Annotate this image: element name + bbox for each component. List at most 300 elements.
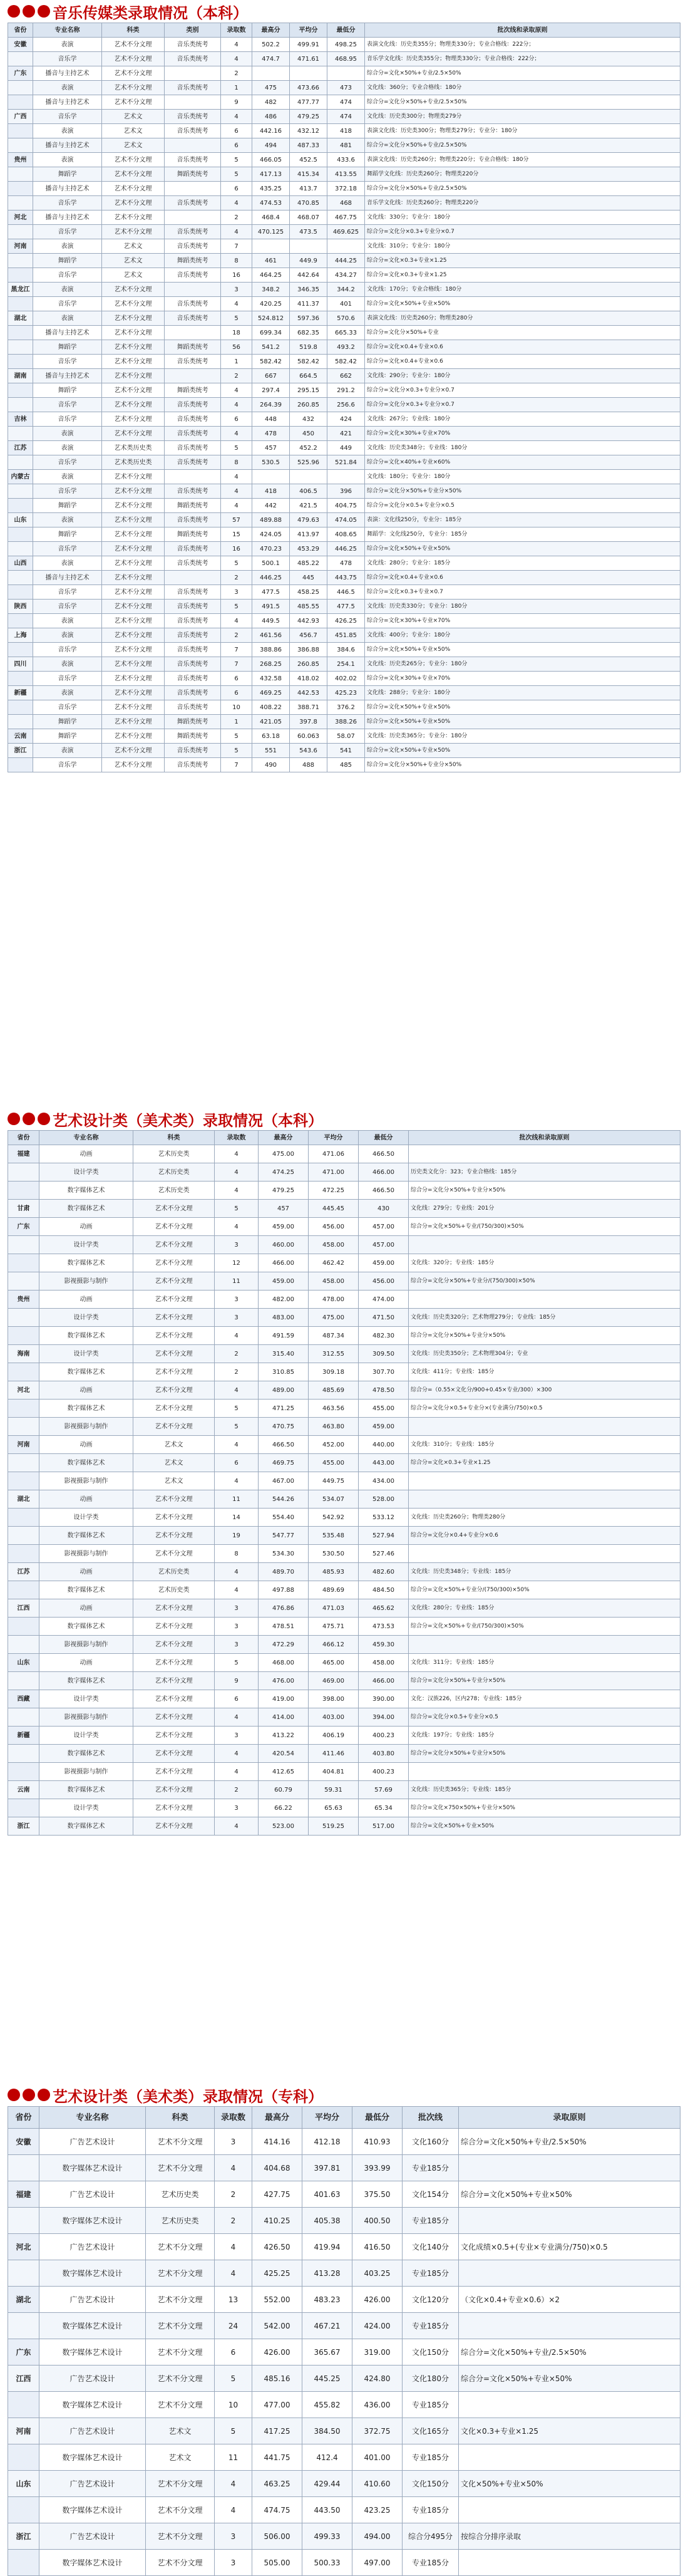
table-cell: 艺术不分文理: [102, 311, 165, 326]
table-cell: 463.56: [309, 1400, 359, 1418]
table-cell: 425.25: [252, 2260, 302, 2287]
table-cell: 动画: [39, 1436, 133, 1454]
table-cell: 文化120分: [403, 2287, 459, 2313]
table-cell: 音乐学: [33, 585, 102, 600]
table-cell: 艺术不分文理: [102, 585, 165, 600]
table-cell: 16: [221, 268, 252, 283]
table-cell: 466.50: [259, 1436, 309, 1454]
table-cell: 文化线：历史类300分；物理类279分: [365, 110, 680, 124]
table-cell: 综合分=文化分×50%+专业分/(750/300)×50%: [409, 1272, 680, 1291]
table-cell: 268.25: [252, 657, 290, 672]
table-cell: [165, 138, 221, 153]
table-cell: 6: [215, 1454, 259, 1472]
table-cell: 421.5: [290, 499, 327, 513]
table-cell: 451.85: [327, 628, 365, 643]
table-cell: 401.63: [302, 2181, 352, 2208]
table-cell: 艺术不分文理: [133, 1345, 215, 1363]
table-cell: 469.625: [327, 225, 365, 239]
table-cell: 9: [221, 95, 252, 110]
table-cell: 4: [215, 1163, 259, 1182]
table-cell: 设计学类: [39, 1163, 133, 1182]
table-row: [8, 340, 680, 355]
table-cell: 艺术不分文理: [133, 1200, 215, 1218]
table-row: [8, 441, 680, 455]
table-cell: [165, 283, 221, 297]
table-cell: 6: [221, 124, 252, 138]
table-cell: 播音与主持艺术: [33, 66, 102, 81]
table-cell: 音乐类统考: [165, 110, 221, 124]
table-cell: 414.00: [259, 1708, 309, 1727]
table-cell: 7: [221, 643, 252, 657]
table-cell: 表演文化线：历史类260分；物理类280分: [365, 311, 680, 326]
table-cell: 文化：汉族226，区内278；专业线：185分: [409, 1690, 680, 1708]
table-cell: 457.00: [359, 1218, 409, 1236]
table-cell: 影视摄影与制作: [39, 1472, 133, 1490]
province-cell: [8, 499, 33, 513]
column-header: 科类: [146, 2107, 215, 2129]
table-row: [8, 297, 680, 311]
table-cell: 表演文化线：历史类355分；物理类330分；专业合格线：222分；: [365, 38, 680, 52]
province-cell: [8, 1799, 39, 1817]
table-cell: 文化180分: [403, 2366, 459, 2392]
table-cell: 487.34: [309, 1327, 359, 1345]
table-cell: 388.71: [290, 700, 327, 715]
table-cell: 4: [221, 398, 252, 412]
table-cell: 483.00: [259, 1309, 309, 1327]
table-cell: 艺术不分文理: [102, 744, 165, 758]
table-cell: 设计学类: [39, 1345, 133, 1363]
province-cell: [8, 1509, 39, 1527]
table-cell: 442.16: [252, 124, 290, 138]
table-cell: 文化154分: [403, 2181, 459, 2208]
table-cell: 519.8: [290, 340, 327, 355]
table-cell: 7: [221, 758, 252, 772]
table-cell: 按综合分排序录取: [459, 2523, 680, 2550]
table-cell: 音乐类统考: [165, 398, 221, 412]
province-cell: [8, 542, 33, 556]
table-cell: [459, 2444, 680, 2471]
table-row: [8, 1763, 680, 1781]
table-row: [8, 1436, 680, 1454]
table-cell: 312.55: [309, 1345, 359, 1363]
province-cell: 甘肃: [8, 1200, 39, 1218]
table-cell: 综合分=文化分×0.5+专业分×0.5: [409, 1708, 680, 1727]
province-cell: [8, 484, 33, 499]
table-cell: 表演: [33, 153, 102, 167]
table-cell: 4: [215, 1763, 259, 1781]
table-cell: 65.63: [309, 1799, 359, 1817]
table-cell: 12: [215, 1254, 259, 1272]
art-design-junior-section: [8, 2084, 680, 2576]
table-cell: 综合分=（0.55×文化分/900+0.45×专业/300）×300: [409, 1381, 680, 1400]
table-cell: 音乐学: [33, 297, 102, 311]
province-cell: 西藏: [8, 1690, 39, 1708]
table-cell: 艺术不分文理: [102, 297, 165, 311]
table-cell: 音乐类统考: [165, 225, 221, 239]
table-cell: 597.36: [290, 311, 327, 326]
table-cell: 表演: [33, 628, 102, 643]
table-cell: 478: [327, 556, 365, 571]
table-cell: 442: [252, 499, 290, 513]
table-cell: 4: [221, 427, 252, 441]
table-row: [8, 455, 680, 470]
table-cell: 3: [215, 1636, 259, 1654]
table-row: [8, 2497, 680, 2523]
table-cell: 533.12: [359, 1509, 409, 1527]
table-cell: 艺术不分文理: [102, 729, 165, 744]
table-cell: 6: [221, 412, 252, 427]
table-cell: 376.2: [327, 700, 365, 715]
table-cell: 664.5: [290, 369, 327, 383]
table-cell: 471.50: [359, 1309, 409, 1327]
table-cell: 456.7: [290, 628, 327, 643]
province-cell: 湖北: [8, 2287, 39, 2313]
table-cell: 471.61: [290, 52, 327, 66]
table-cell: 375.50: [352, 2181, 403, 2208]
table-cell: 表演: [33, 441, 102, 455]
table-cell: 582.42: [252, 355, 290, 369]
province-cell: 湖北: [8, 1490, 39, 1509]
table-cell: 365.67: [302, 2339, 352, 2366]
table-cell: [459, 2550, 680, 2576]
table-cell: 1: [221, 355, 252, 369]
table-cell: 表演: [33, 556, 102, 571]
province-cell: 新疆: [8, 686, 33, 700]
province-cell: [8, 2550, 39, 2576]
header-row: [8, 2107, 680, 2129]
table-cell: 505.00: [252, 2550, 302, 2576]
table-cell: 舞蹈类统考: [165, 340, 221, 355]
table-cell: 音乐类统考: [165, 239, 221, 254]
table-cell: 488: [290, 758, 327, 772]
province-cell: 河北: [8, 1381, 39, 1400]
table-cell: 舞蹈学: [33, 499, 102, 513]
table-cell: 艺术不分文理: [102, 657, 165, 672]
music-admission-table: [8, 23, 680, 772]
table-cell: 542.00: [252, 2313, 302, 2339]
table-cell: 文化线：历史类320分；艺术物理279分；专业线：185分: [409, 1309, 680, 1327]
table-row: [8, 2129, 680, 2155]
table-cell: 3: [215, 1309, 259, 1327]
table-cell: 音乐类统考: [165, 657, 221, 672]
table-cell: 音乐类统考: [165, 484, 221, 499]
table-cell: 动画: [39, 1145, 133, 1163]
table-cell: 6: [221, 672, 252, 686]
table-cell: 艺术不分文理: [102, 527, 165, 542]
table-cell: 315.40: [259, 1345, 309, 1363]
bullet-dot-icon: [23, 2089, 35, 2101]
column-header: 平均分: [290, 23, 327, 38]
table-cell: 469.00: [309, 1672, 359, 1690]
table-cell: 综合分=文化分×0.5+专业分×(专业满分/750)×0.5: [409, 1400, 680, 1418]
bullet-dot-icon: [8, 5, 20, 18]
table-cell: 艺术不分文理: [133, 1527, 215, 1545]
table-cell: 487.33: [290, 138, 327, 153]
table-cell: 影视摄影与制作: [39, 1272, 133, 1291]
table-body: [8, 2129, 680, 2576]
table-row: [8, 2155, 680, 2181]
table-cell: 文化150分: [403, 2339, 459, 2366]
table-cell: 音乐类统考: [165, 744, 221, 758]
province-cell: [8, 81, 33, 95]
table-cell: 广告艺术设计: [39, 2523, 146, 2550]
table-cell: [409, 1545, 680, 1563]
table-cell: 表演: [33, 311, 102, 326]
table-cell: 442.64: [290, 268, 327, 283]
table-cell: 艺术不分文理: [133, 1309, 215, 1327]
table-cell: 综合分=文化分×50%+专业/2.5×50%: [365, 138, 680, 153]
table-cell: 468.4: [252, 210, 290, 225]
table-cell: 艺术不分文理: [133, 1400, 215, 1418]
table-cell: 综合分=文化×50%+专业/2.5×50%: [459, 2339, 680, 2366]
table-cell: 344.2: [327, 283, 365, 297]
table-row: [8, 1618, 680, 1636]
table-cell: 530.5: [252, 455, 290, 470]
province-cell: 河南: [8, 2418, 39, 2444]
table-cell: 艺术不分文理: [102, 628, 165, 643]
province-cell: 上海: [8, 628, 33, 643]
table-cell: 462.42: [309, 1254, 359, 1272]
table-row: [8, 138, 680, 153]
table-cell: 7: [221, 239, 252, 254]
table-cell: 402.02: [327, 672, 365, 686]
table-cell: [252, 66, 290, 81]
table-cell: 动画: [39, 1381, 133, 1400]
table-cell: 401.00: [352, 2444, 403, 2471]
table-cell: 10: [215, 2392, 252, 2418]
table-cell: 552.00: [252, 2287, 302, 2313]
table-row: [8, 585, 680, 600]
table-row: [8, 1236, 680, 1254]
table-row: [8, 1799, 680, 1817]
table-cell: 艺术不分文理: [146, 2313, 215, 2339]
province-cell: 江苏: [8, 441, 33, 455]
table-cell: [290, 66, 327, 81]
table-cell: 动画: [39, 1599, 133, 1618]
table-cell: 综合分=文化×40%+专业×60%: [365, 455, 680, 470]
province-cell: 云南: [8, 1781, 39, 1799]
table-row: [8, 1781, 680, 1799]
province-cell: [8, 2260, 39, 2287]
table-cell: 425.23: [327, 686, 365, 700]
table-cell: 449.5: [252, 614, 290, 628]
table-cell: 舞蹈类统考: [165, 499, 221, 513]
column-header: 平均分: [309, 1131, 359, 1145]
table-cell: 6: [221, 182, 252, 196]
table-cell: 491.5: [252, 600, 290, 614]
table-row: [8, 66, 680, 81]
table-cell: 表演: [33, 38, 102, 52]
table-cell: [327, 239, 365, 254]
table-cell: 442.53: [290, 686, 327, 700]
table-cell: 数字媒体艺术: [39, 1363, 133, 1381]
table-cell: 400.50: [352, 2208, 403, 2234]
table-cell: 广告艺术设计: [39, 2181, 146, 2208]
table-cell: 500.33: [302, 2550, 352, 2576]
table-cell: 动画: [39, 1563, 133, 1581]
table-cell: 综合分=文化×0.4+专业×0.6: [365, 571, 680, 585]
table-row: [8, 2444, 680, 2471]
table-cell: 420.25: [252, 297, 290, 311]
table-cell: 410.60: [352, 2471, 403, 2497]
table-cell: 393.99: [352, 2155, 403, 2181]
table-cell: 综合分=文化×30%+专业×70%: [365, 427, 680, 441]
table-cell: 数字媒体艺术: [39, 1327, 133, 1345]
table-cell: 18: [221, 326, 252, 340]
table-cell: 舞蹈学: [33, 527, 102, 542]
table-cell: 数字媒体艺术设计: [39, 2208, 146, 2234]
table-cell: 综合分=文化×30%+专业×70%: [365, 614, 680, 628]
header-row: [8, 1131, 680, 1145]
table-cell: 艺术不分文理: [146, 2260, 215, 2287]
table-cell: 432.58: [252, 672, 290, 686]
table-cell: 445.45: [309, 1200, 359, 1218]
province-cell: [8, 1527, 39, 1545]
table-cell: 音乐类统考: [165, 124, 221, 138]
table-cell: 音乐类统考: [165, 455, 221, 470]
table-cell: 60.79: [259, 1781, 309, 1799]
table-cell: 舞蹈类统考: [165, 527, 221, 542]
table-cell: 影视摄影与制作: [39, 1545, 133, 1563]
table-cell: 404.68: [252, 2155, 302, 2181]
table-cell: 专业185分: [403, 2208, 459, 2234]
province-cell: [8, 2313, 39, 2339]
table-cell: 数字媒体艺术: [39, 1400, 133, 1418]
table-cell: 文化150分: [403, 2471, 459, 2497]
table-cell: 10: [221, 700, 252, 715]
table-cell: 429.44: [302, 2471, 352, 2497]
province-cell: 江西: [8, 1599, 39, 1618]
table-cell: 音乐学: [33, 758, 102, 772]
table-cell: 综合分=文化×50%+专业×50%: [365, 297, 680, 311]
table-cell: [165, 210, 221, 225]
table-cell: 数字媒体艺术设计: [39, 2444, 146, 2471]
table-cell: 530.50: [309, 1545, 359, 1563]
table-body: [8, 1145, 680, 1836]
table-cell: [252, 239, 290, 254]
table-header: [8, 2107, 680, 2129]
table-cell: 410.25: [252, 2208, 302, 2234]
art-undergrad-admission-table: [8, 1130, 680, 1836]
table-cell: 420.54: [259, 1745, 309, 1763]
table-cell: 421: [327, 427, 365, 441]
table-cell: 综合分=文化分×0.3+专业分×0.7: [365, 225, 680, 239]
column-header: 批次线和录取原则: [365, 23, 680, 38]
table-cell: 动画: [39, 1654, 133, 1672]
table-cell: 动画: [39, 1490, 133, 1509]
table-cell: 4: [215, 1182, 259, 1200]
table-cell: 466.00: [259, 1254, 309, 1272]
table-cell: 478.00: [309, 1291, 359, 1309]
table-cell: 474.75: [252, 2497, 302, 2523]
section-title: 音乐传媒类录取情况（本科）: [8, 0, 680, 23]
province-cell: [8, 1745, 39, 1763]
table-cell: 艺术不分文理: [133, 1618, 215, 1636]
table-cell: 455.00: [309, 1454, 359, 1472]
table-cell: 469.25: [252, 686, 290, 700]
table-cell: 473: [327, 81, 365, 95]
table-cell: 494: [252, 138, 290, 153]
table-cell: 489.69: [309, 1581, 359, 1599]
table-cell: 473.53: [359, 1618, 409, 1636]
table-cell: 艺术不分文理: [102, 470, 165, 484]
table-cell: 474.05: [327, 513, 365, 527]
table-cell: 309.18: [309, 1363, 359, 1381]
table-cell: 艺术不分文理: [102, 196, 165, 210]
table-cell: 表演: [33, 513, 102, 527]
province-cell: [8, 124, 33, 138]
table-cell: 16: [221, 542, 252, 556]
table-cell: 534.30: [259, 1545, 309, 1563]
table-row: [8, 383, 680, 398]
table-cell: 1: [221, 81, 252, 95]
table-cell: 418: [327, 124, 365, 138]
table-cell: 479.25: [259, 1182, 309, 1200]
province-cell: [8, 52, 33, 66]
table-cell: [165, 182, 221, 196]
table-cell: 467.00: [259, 1472, 309, 1490]
table-cell: 477.00: [252, 2392, 302, 2418]
table-cell: 艺术不分文理: [102, 225, 165, 239]
province-cell: [8, 2444, 39, 2471]
table-row: [8, 2234, 680, 2260]
province-cell: [8, 527, 33, 542]
table-cell: 数字媒体艺术: [39, 1182, 133, 1200]
table-row: [8, 124, 680, 138]
table-cell: 表演文化线：历史类260分；物理类220分；专业合格线：180分: [365, 153, 680, 167]
table-cell: [459, 2155, 680, 2181]
table-cell: [409, 1236, 680, 1254]
table-cell: 艺术文: [146, 2444, 215, 2471]
table-cell: 艺术不分文理: [102, 600, 165, 614]
table-cell: 数字媒体艺术设计: [39, 2392, 146, 2418]
table-cell: 综合分=文化分×50%+专业/2.5×50%: [365, 95, 680, 110]
table-row: [8, 1727, 680, 1745]
province-cell: 吉林: [8, 412, 33, 427]
table-cell: 文化线：288分；专业分：180分: [365, 686, 680, 700]
table-row: [8, 470, 680, 484]
table-cell: 3: [215, 1799, 259, 1817]
table-cell: 音乐类统考: [165, 643, 221, 657]
table-cell: 音乐类统考: [165, 311, 221, 326]
section-title: 艺术设计类（美术类）录取情况（本科）: [8, 1108, 680, 1130]
table-cell: 445: [290, 571, 327, 585]
table-cell: 综合分=文化分×0.3+专业分×0.7: [365, 398, 680, 412]
table-cell: 475.00: [259, 1145, 309, 1163]
province-cell: [8, 1763, 39, 1781]
table-cell: 8: [215, 1545, 259, 1563]
table-row: [8, 1381, 680, 1400]
table-cell: 设计学类: [39, 1309, 133, 1327]
table-row: [8, 2471, 680, 2497]
table-cell: 440.00: [359, 1436, 409, 1454]
table-cell: 音乐学文化线：历史类355分；物理类330分；专业合格线：222分；: [365, 52, 680, 66]
table-cell: 475.71: [309, 1618, 359, 1636]
table-cell: 66.22: [259, 1799, 309, 1817]
table-cell: 艺术类历史类: [102, 441, 165, 455]
table-cell: 专业185分: [403, 2550, 459, 2576]
table-cell: 475.00: [309, 1309, 359, 1327]
table-row: [8, 239, 680, 254]
table-cell: 艺术不分文理: [146, 2550, 215, 2576]
table-cell: 478.50: [359, 1381, 409, 1400]
table-cell: 56: [221, 340, 252, 355]
table-row: [8, 369, 680, 383]
table-cell: 综合分=文化×30%+专业×70%: [365, 672, 680, 686]
table-cell: 414.16: [252, 2129, 302, 2155]
table-cell: 文化160分: [403, 2129, 459, 2155]
table-cell: 2: [215, 2208, 252, 2234]
